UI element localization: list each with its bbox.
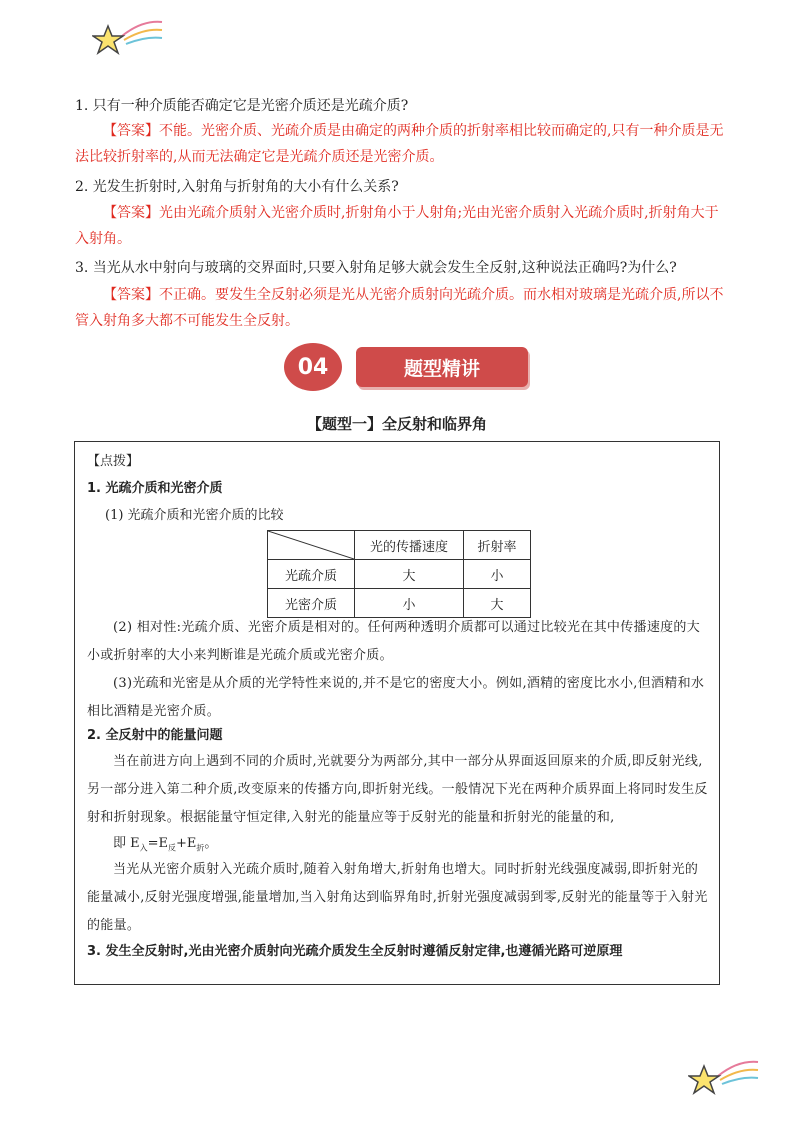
table-header-cell: 折射率 [464, 531, 531, 560]
table-header-cell: 光的传播速度 [355, 531, 464, 560]
formula-plus: +E [176, 836, 197, 851]
formula-sub-in: 入 [139, 843, 148, 853]
diagonal-line [268, 531, 354, 559]
question-2: 2. 光发生折射时,入射角与折射角的大小有什么关系? [75, 179, 399, 195]
subheading-1: (1) 光疏介质和光密介质的比较 [105, 508, 284, 523]
answer-tag: 【答案】 [103, 287, 159, 303]
energy-formula [113, 834, 217, 859]
formula-mid: =E [147, 836, 169, 851]
shooting-star-icon-bottom [688, 1058, 760, 1100]
answer-text: 不正确。要发生全反射必须是光从光密介质射向光疏介质。而水相对玻璃是光疏介质,所以不管入射角多大都不可能发生全反射。 [75, 287, 724, 329]
question-1: 1. 只有一种介质能否确定它是光密介质还是光疏介质? [75, 98, 409, 114]
heading-2: 2. 全反射中的能量问题 [87, 728, 223, 743]
answer-1 [75, 118, 725, 170]
section-title: 题型精讲 [356, 347, 528, 387]
table-cell: 大 [355, 560, 464, 589]
paragraph-relativity: (2) 相对性:光疏介质、光密介质是相对的。任何两种透明介质都可以通过比较光在其中传播速度的大小或折射率的大小来判断谁是光疏介质或光密介质。 [87, 620, 701, 663]
table-cell: 小 [355, 589, 464, 618]
formula-sub-refract: 折 [196, 843, 205, 853]
tip-box [74, 441, 720, 985]
answer-tag: 【答案】 [103, 123, 159, 139]
table-cell: 小 [464, 560, 531, 589]
question-3: 3. 当光从水中射向与玻璃的交界面时,只要入射角足够大就会发生全反射,这种说法正确吗?为什么? [75, 260, 677, 276]
heading-1: 1. 光疏介质和光密介质 [87, 481, 223, 496]
answer-3 [75, 282, 725, 334]
section-header [284, 343, 532, 395]
paragraph-optical-property: (3)光疏和光密是从介质的光学特性来说的,并不是它的密度大小。例如,酒精的密度比水小,但酒精和水相比酒精是光密介质。 [87, 676, 705, 719]
comparison-table [267, 530, 531, 618]
formula-sub-reflect: 反 [168, 843, 177, 853]
answer-tag: 【答案】 [103, 205, 159, 221]
table-corner-cell [268, 531, 355, 560]
answer-text: 光由光疏介质射入光密介质时,折射角小于人射角;光由光密介质射入光疏介质时,折射角大于入射角。 [75, 205, 719, 247]
formula-end: 。 [204, 836, 218, 851]
formula-prefix: 即 E [113, 836, 140, 851]
table-cell: 光密介质 [268, 589, 355, 618]
shooting-star-icon-top [92, 18, 164, 60]
tip-label: 【点拨】 [87, 454, 140, 469]
answer-text: 不能。光密介质、光疏介质是由确定的两种介质的折射率相比较而确定的,只有一种介质是无法比较折射率的,从而无法确定它是光疏介质还是光密介质。 [75, 123, 724, 165]
table-cell: 光疏介质 [268, 560, 355, 589]
table-row [268, 560, 531, 589]
answer-2 [75, 200, 725, 252]
section-number: 04 [284, 343, 342, 391]
paragraph-total-reflection: 当光从光密介质射入光疏介质时,随着入射角增大,折射角也增大。同时折射光线强度减弱,即折射光的能量减小,反射光强度增强,能量增加,当入射角达到临界角时,折射光强度减弱到零,反射光的能量等于入射光的能量。 [87, 862, 708, 933]
topic-subtitle: 【题型一】全反射和临界角 [306, 415, 487, 433]
table-header-row [268, 531, 531, 560]
table-cell: 大 [464, 589, 531, 618]
heading-3: 3. 发生全反射时,光由光密介质射向光疏介质发生全反射时遵循反射定律,也遵循光路可逆原理 [87, 944, 623, 959]
paragraph-energy: 当在前进方向上遇到不同的介质时,光就要分为两部分,其中一部分从界面返回原来的介质,即反射光线,另一部分进入第二种介质,改变原来的传播方向,即折射光线。一般情况下光在两种介质界面上将同时发生反射和折射现象。根据能量守恒定律,入射光的能量应等于反射光的能量和折射光的能量的和, [87, 754, 708, 825]
